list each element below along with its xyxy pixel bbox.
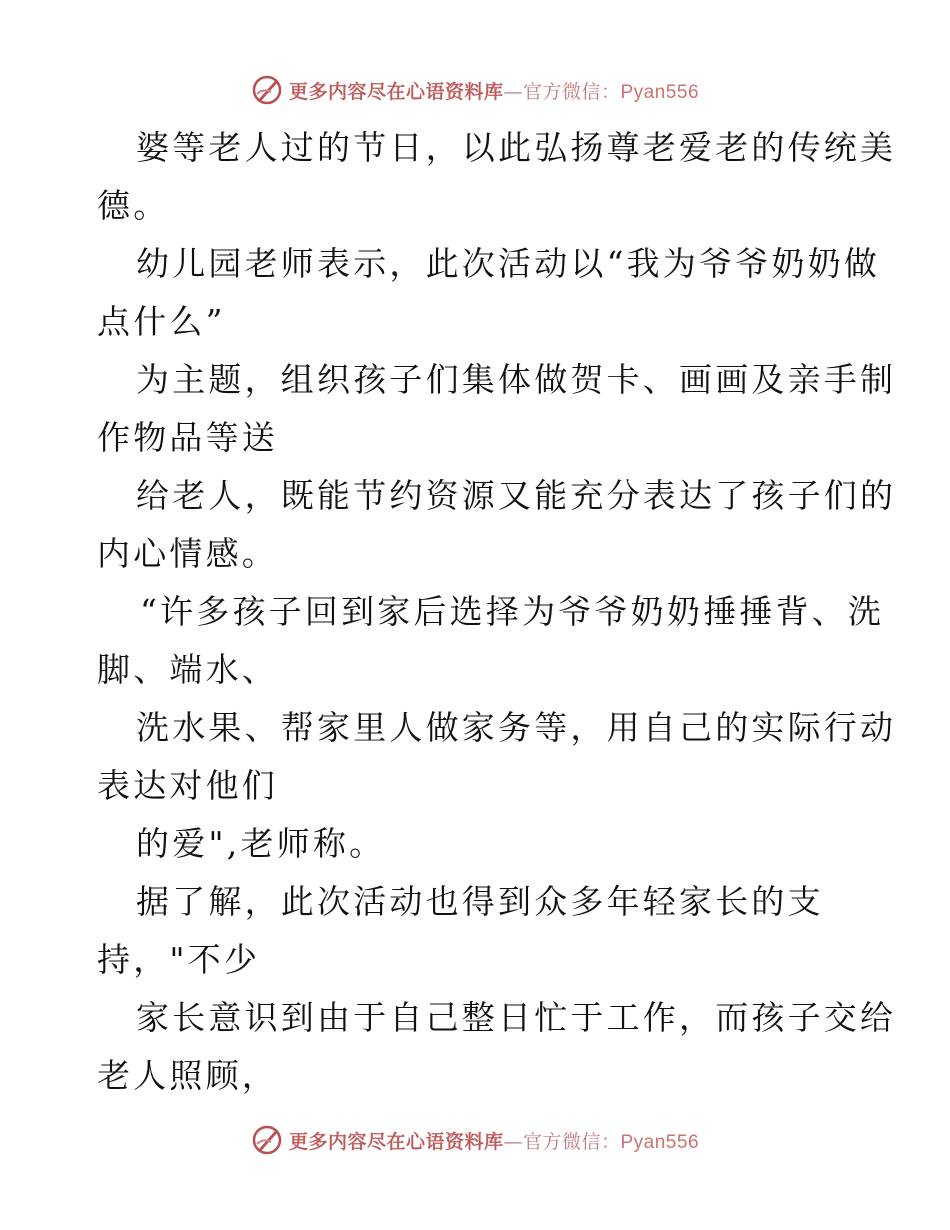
body-line: “许多孩子回到家后选择为爷爷奶奶捶捶背、洗: [140, 592, 885, 631]
footer-wechat-label: 官方微信：: [522, 1130, 621, 1153]
header-wechat-id: Pyan556: [620, 81, 700, 103]
body-line: 的爱",老师称。: [136, 824, 386, 863]
header-banner-text: [289, 77, 699, 104]
body-line: 据了解，此次活动也得到众多年轻家长的支: [136, 882, 824, 921]
body-line: 老人照顾，: [97, 1056, 278, 1095]
footer-dash: —: [503, 1130, 523, 1153]
header-banner: [0, 72, 950, 108]
body-line: 点什么”: [97, 302, 226, 341]
body-line: 家长意识到由于自己整日忙于工作，而孩子交给: [136, 998, 897, 1037]
footer-banner: [0, 1122, 950, 1158]
body-line: 内心情感。: [97, 534, 278, 573]
header-wechat-label: 官方微信：: [522, 80, 621, 103]
body-line: 脚、端水、: [97, 650, 278, 689]
body-line: 幼儿园老师表示，此次活动以“我为爷爷奶奶做: [136, 244, 881, 283]
body-line: 德。: [97, 186, 170, 225]
footer-wechat-id: Pyan556: [620, 1131, 700, 1153]
footer-brand: 更多内容尽在心语资料库: [288, 1130, 504, 1153]
header-brand: 更多内容尽在心语资料库: [288, 80, 504, 103]
quill-logo-icon: [251, 1124, 283, 1156]
footer-banner-text: [289, 1127, 699, 1154]
header-dash: —: [503, 80, 523, 103]
body-line: 为主题，组织孩子们集体做贺卡、画画及亲手制: [136, 360, 897, 399]
body-line: 作物品等送: [97, 418, 278, 457]
quill-logo-icon: [251, 74, 283, 106]
body-line: 洗水果、帮家里人做家务等，用自己的实际行动: [136, 708, 897, 747]
body-line: 持，"不少: [97, 940, 261, 979]
body-line: 婆等老人过的节日，以此弘扬尊老爱老的传统美: [136, 128, 897, 167]
body-line: 给老人，既能节约资源又能充分表达了孩子们的: [136, 476, 897, 515]
body-line: 表达对他们: [97, 766, 278, 805]
